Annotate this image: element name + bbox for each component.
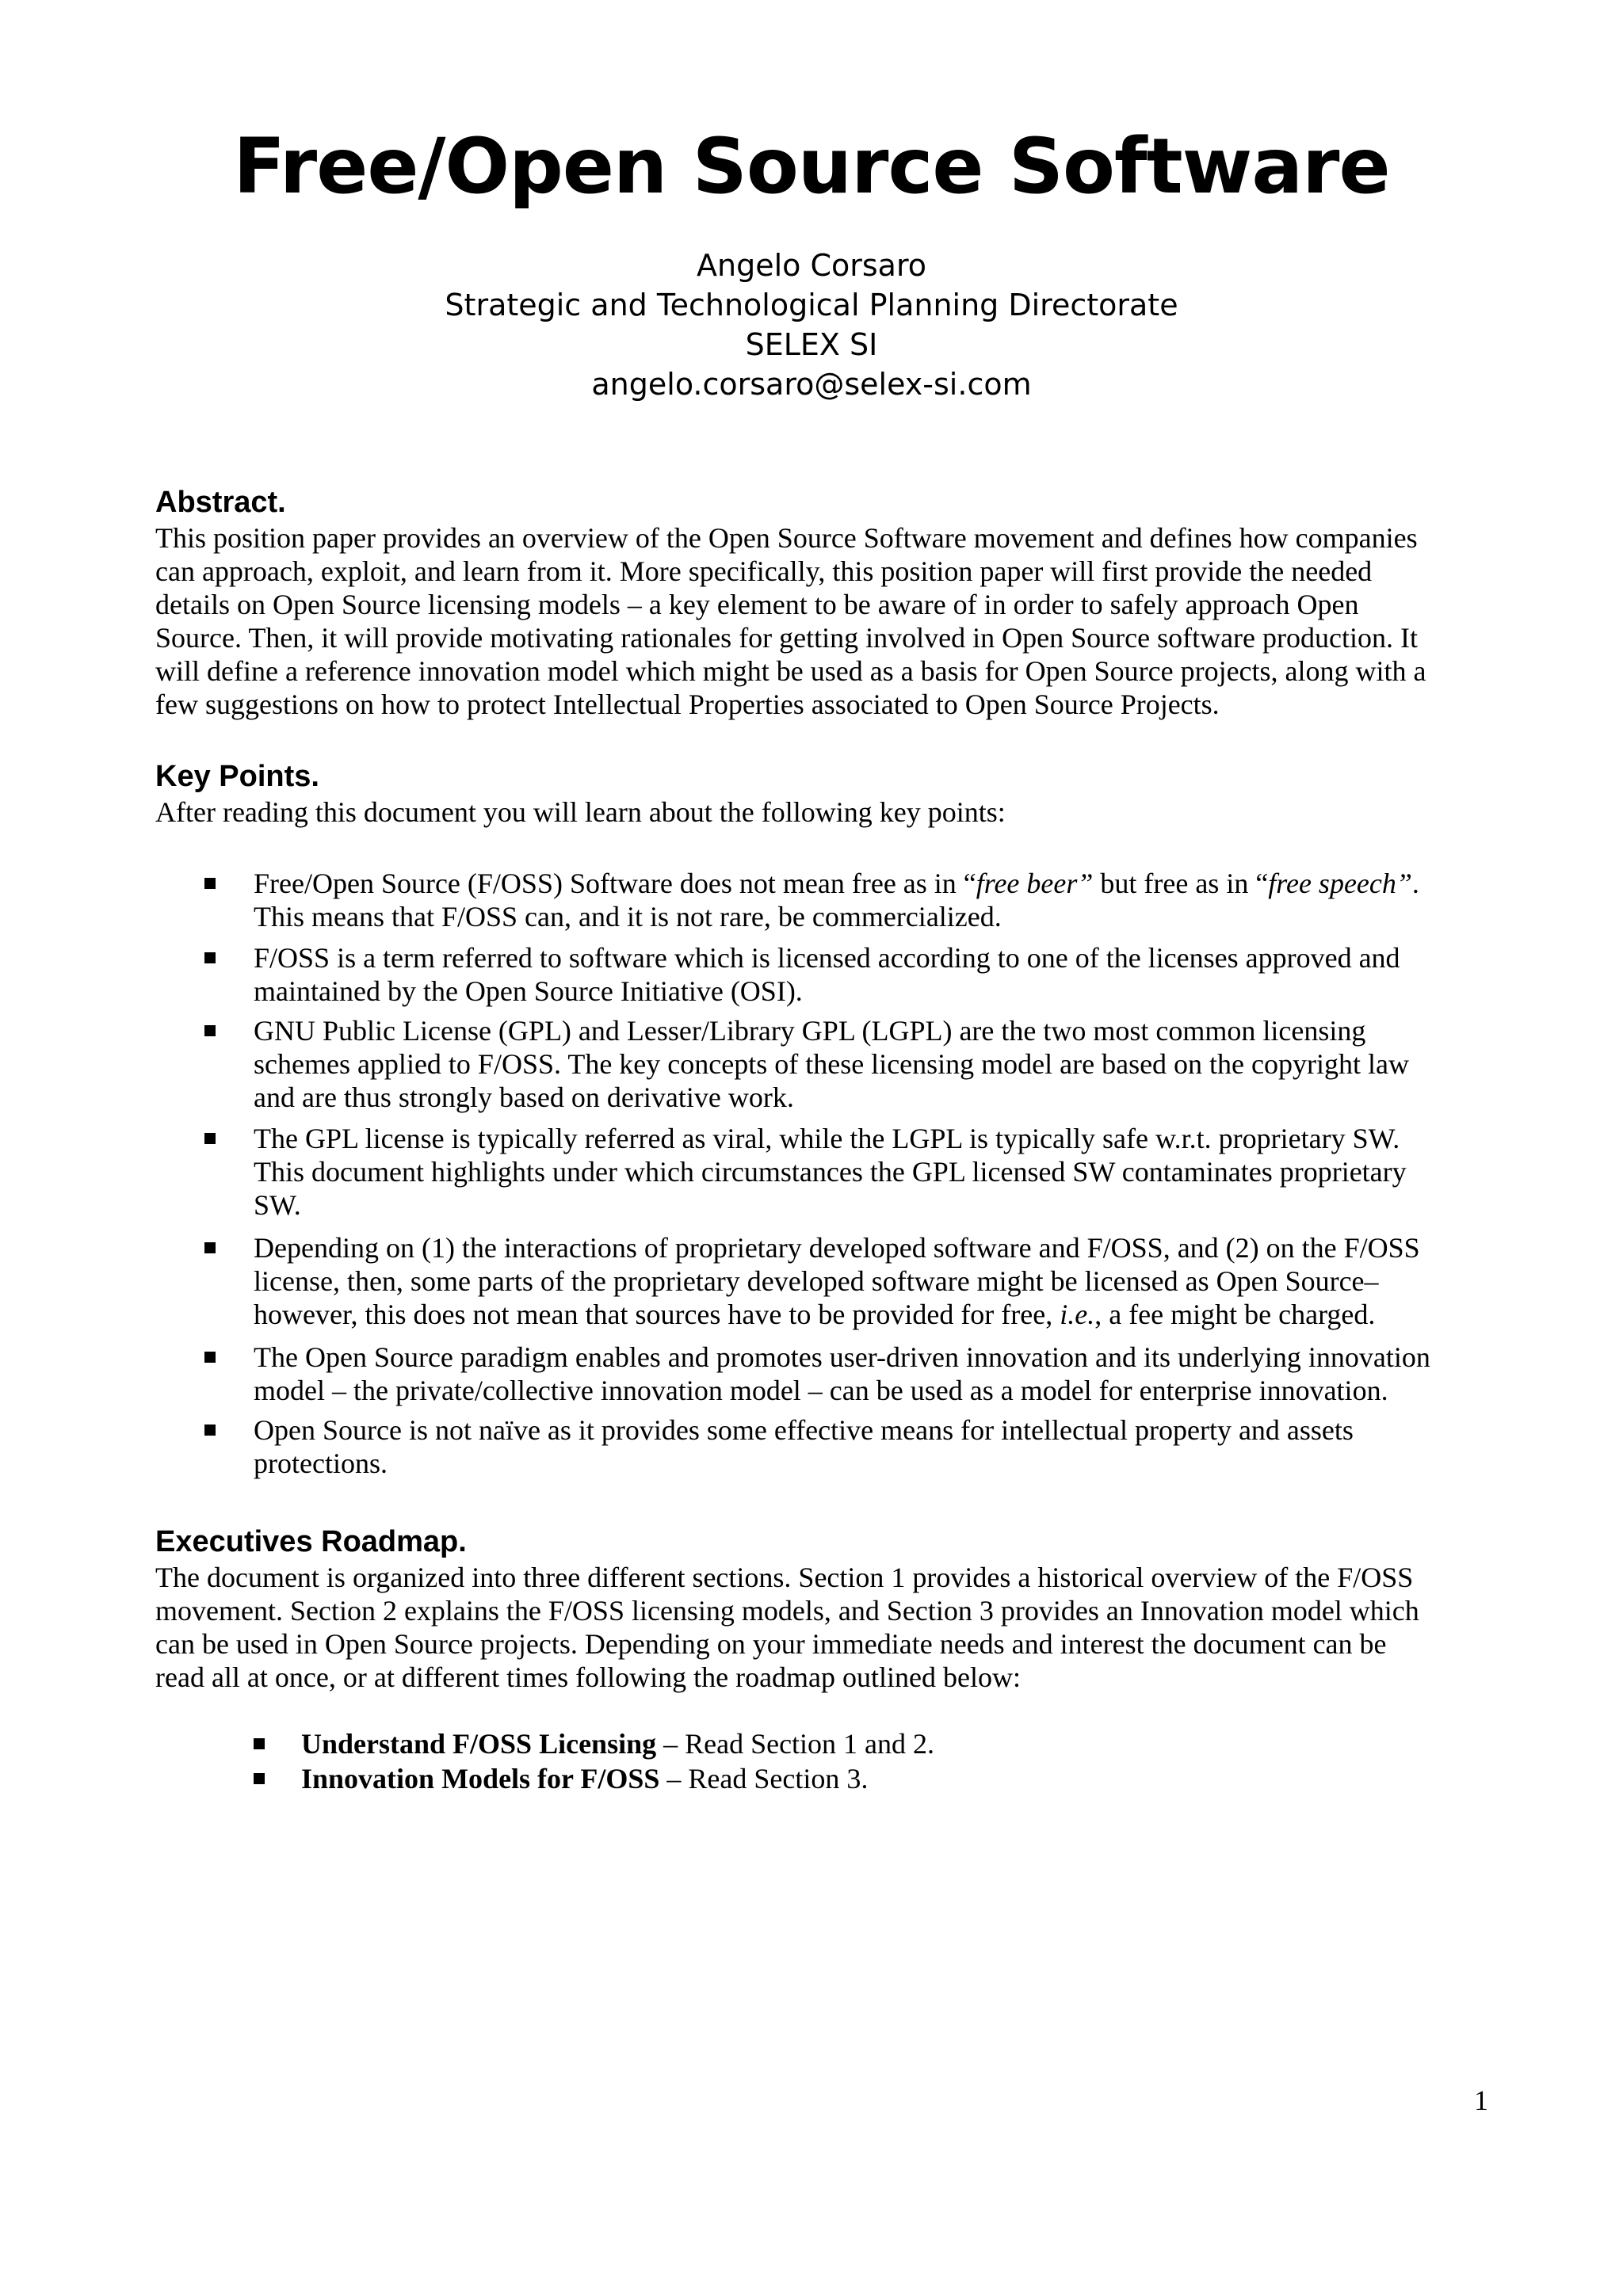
author-block bbox=[0, 246, 1623, 404]
abstract-line: can approach, exploit, and learn from it. More specifically, this position paper will first provide the needed bbox=[155, 555, 1373, 587]
square-bullet-icon bbox=[204, 878, 216, 889]
square-bullet-icon bbox=[204, 1242, 216, 1253]
author-email: angelo.corsaro@selex-si.com bbox=[591, 367, 1032, 402]
document-title: Free/Open Source Software bbox=[233, 122, 1390, 211]
square-bullet-icon bbox=[204, 1352, 216, 1363]
square-bullet-icon bbox=[204, 1425, 216, 1436]
square-bullet-icon bbox=[204, 952, 216, 963]
author-department: Strategic and Technological Planning Directorate bbox=[445, 288, 1178, 322]
square-bullet-icon bbox=[204, 1025, 216, 1036]
key-points-intro: After reading this document you will learn about the following key points: bbox=[155, 796, 1006, 828]
abstract-line: details on Open Source licensing models – a key element to be aware of in order to safely approach Open bbox=[155, 589, 1359, 620]
key-points-heading: Key Points. bbox=[155, 760, 319, 793]
abstract-heading: Abstract. bbox=[155, 486, 286, 519]
roadmap-paragraph: The document is organized into three different sections. Section 1 provides a historical overview of the F/OSS movement. Section 2 explains the F/OSS licensing models, and Section 3 provides an Innovation model which can be used in Open Source projects. Depending on your immediate needs and interest the document can be read all at once, or at different times following the roadmap outlined below: bbox=[155, 1562, 1419, 1693]
document-page: Free/Open Source Software Angelo Corsaro Strategic and Technological Planning Directorate SELEX SI angelo.corsaro@selex-si.com Abstract. This position paper provides an overview of the Open Source Software movement and defines how companies can approach, exploit, and learn from it. More specifically, this position paper will first provide the needed details on Open Source licensing models – a key element to be aware of in order to safely approach Open Source. Then, it will provide motivating rationales for getting involved in Open Source software production. It will define a reference innovation model which might be used as a basis for Open Source projects, along with a few suggestions on how to protect Intellectual Properties associated to Open Source Projects. Key Points. After reading this document you will learn about the following key points: Free/Open Source (F/OSS) Software does not mean free as in “free beer” but free as in “free speech”. This means that F/OSS can, and it is not rare, be commercialized. F/OSS is a term referred to software which is licensed according to one of the licenses approved and maintained by the Open Source Initiative (OSI). GNU Public License (GPL) and Lesser/Library GPL (LGPL) are the two most common licensing schemes applied to F/OSS. The key concepts of these licensing model are based on the copyright law and are thus strongly based on derivative work. The GPL license is typically referred as viral, while the LGPL is typically safe w.r.t. proprietary SW. This document highlights under which circumstances the GPL licensed SW contaminates proprietary SW. Depending on (1) the interactions of proprietary developed software and F/OSS, and (2) on the F/OSS license, then, some parts of the proprietary developed software might be licensed as Open Source– however, this does not mean that sources have to be provided for free, i.e., a fee might be charged. The Open Source paradigm enables and promotes user-driven innovation and its underlying innovation model – the private/collective innovation model – can be used as a model for enterprise innovation. Open Source is not naïve as it provides some effective means for intellectual property and assets protections. Executives Roadmap. The document is organized into three different sections. Section 1 provides a historical overview of the F/OSS movement. Section 2 explains the F/OSS licensing models, and Section 3 provides an Innovation model which can be used in Open Source projects. Depending on your immediate needs and interest the document can be read all at once, or at different times following the roadmap outlined below: Understand F/OSS Licensing – Read Section 1 and 2. Innovation Models for F/OSS – Read Section 3. 1 bbox=[0, 0, 1623, 2296]
square-bullet-icon bbox=[254, 1773, 265, 1784]
square-bullet-icon bbox=[204, 1133, 216, 1144]
abstract-paragraph bbox=[155, 521, 1503, 721]
roadmap-heading: Executives Roadmap. bbox=[155, 1525, 467, 1558]
abstract-line: Source. Then, it will provide motivating rationales for getting involved in Open Source software production. It bbox=[155, 622, 1418, 654]
roadmap-item-title: Innovation Models for F/OSS bbox=[301, 1763, 660, 1794]
abstract-line: will define a reference innovation model which might be used as a basis for Open Source projects, along with a bbox=[155, 655, 1426, 687]
abstract-line: This position paper provides an overview of the Open Source Software movement and defines how companies bbox=[155, 522, 1418, 554]
page-number: 1 bbox=[1474, 2084, 1488, 2116]
author-company: SELEX SI bbox=[745, 327, 878, 362]
square-bullet-icon bbox=[254, 1738, 265, 1749]
author-name: Angelo Corsaro bbox=[697, 248, 926, 283]
roadmap-item-title: Understand F/OSS Licensing bbox=[301, 1728, 657, 1760]
abstract-line: few suggestions on how to protect Intellectual Properties associated to Open Source Projects. bbox=[155, 688, 1220, 720]
